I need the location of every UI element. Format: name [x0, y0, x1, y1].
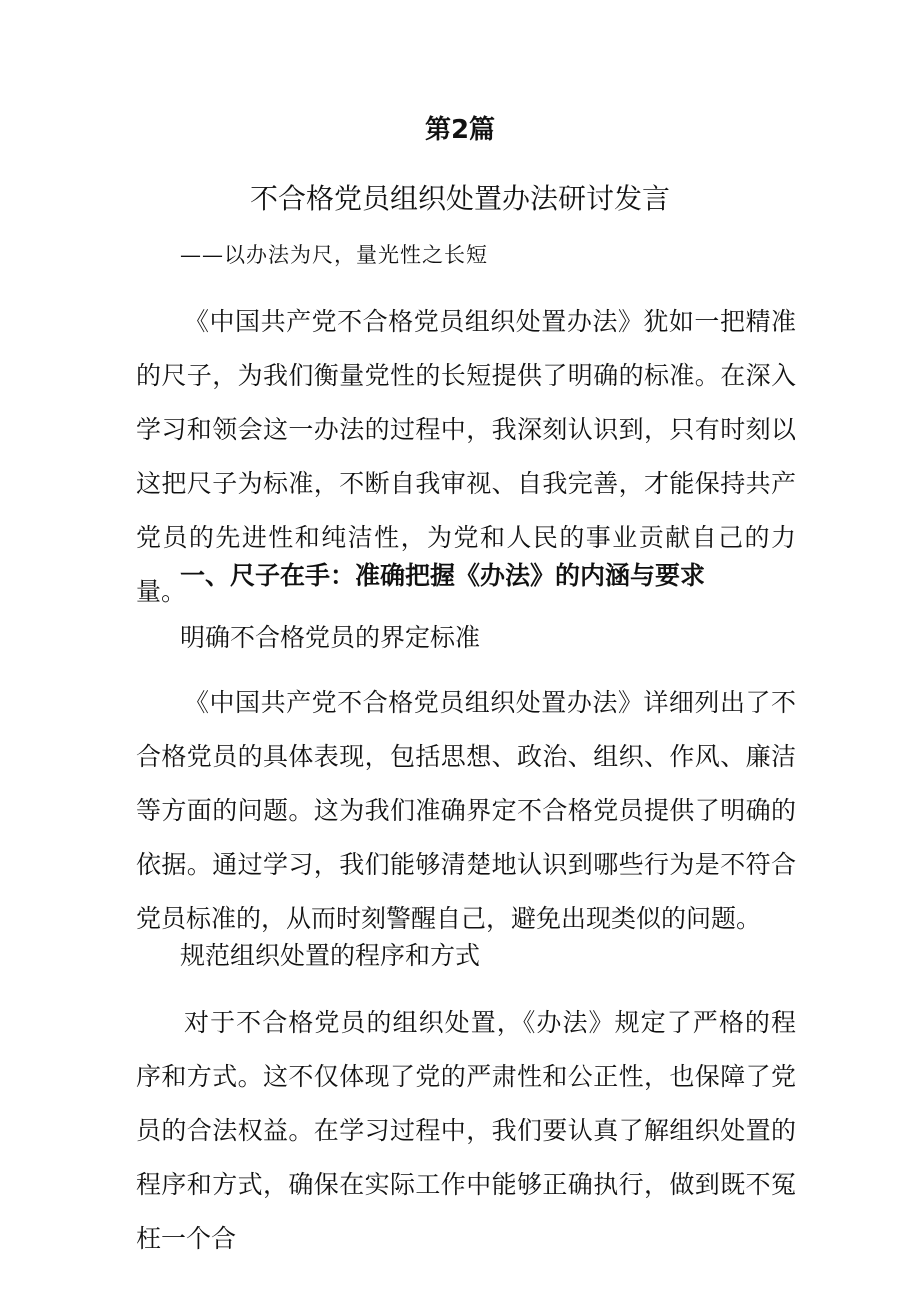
document-subtitle: ——以办法为尺，量光性之长短: [180, 243, 488, 267]
subsection-heading-two: 规范组织处置的程序和方式: [180, 941, 481, 970]
subsection-two-paragraph: 对于不合格党员的组织处置，《办法》规定了严格的程序和方式。这不仅体现了党的严肃性和公正性，也保障了党员的合法权益。在学习过程中，我们要认真了解组织处置的程序和方式，确保在实际工作中能够正确执行，做到既不冤枉一个合: [136, 1008, 796, 1253]
intro-paragraph: 《中国共产党不合格党员组织处置办法》犹如一把精准的尺子，为我们衡量党性的长短提供了明确的标准。在深入学习和领会这一办法的过程中，我深刻认识到，只有时刻以这把尺子为标准，不断自我审视、自我完善，才能保持共产党员的先进性和纯洁性，为党和人民的事业贡献自己的力量。: [136, 307, 796, 606]
subsection-heading-one: 明确不合格党员的界定标准: [180, 623, 481, 652]
chapter-label: 第2篇: [424, 115, 496, 145]
document-title: 不合格党员组织处置办法研讨发言: [249, 182, 670, 215]
section-heading-one: 一、尺子在手：准确把握《办法》的内涵与要求: [180, 561, 706, 590]
subsection-one-paragraph: 《中国共产党不合格党员组织处置办法》详细列出了不合格党员的具体表现，包括思想、政治、组织、作风、廉洁等方面的问题。这为我们准确界定不合格党员提供了明确的依据。通过学习，我们能够清楚地认识到哪些行为是不符合党员标准的，从而时刻警醒自己，避免出现类似的问题。: [136, 688, 796, 933]
